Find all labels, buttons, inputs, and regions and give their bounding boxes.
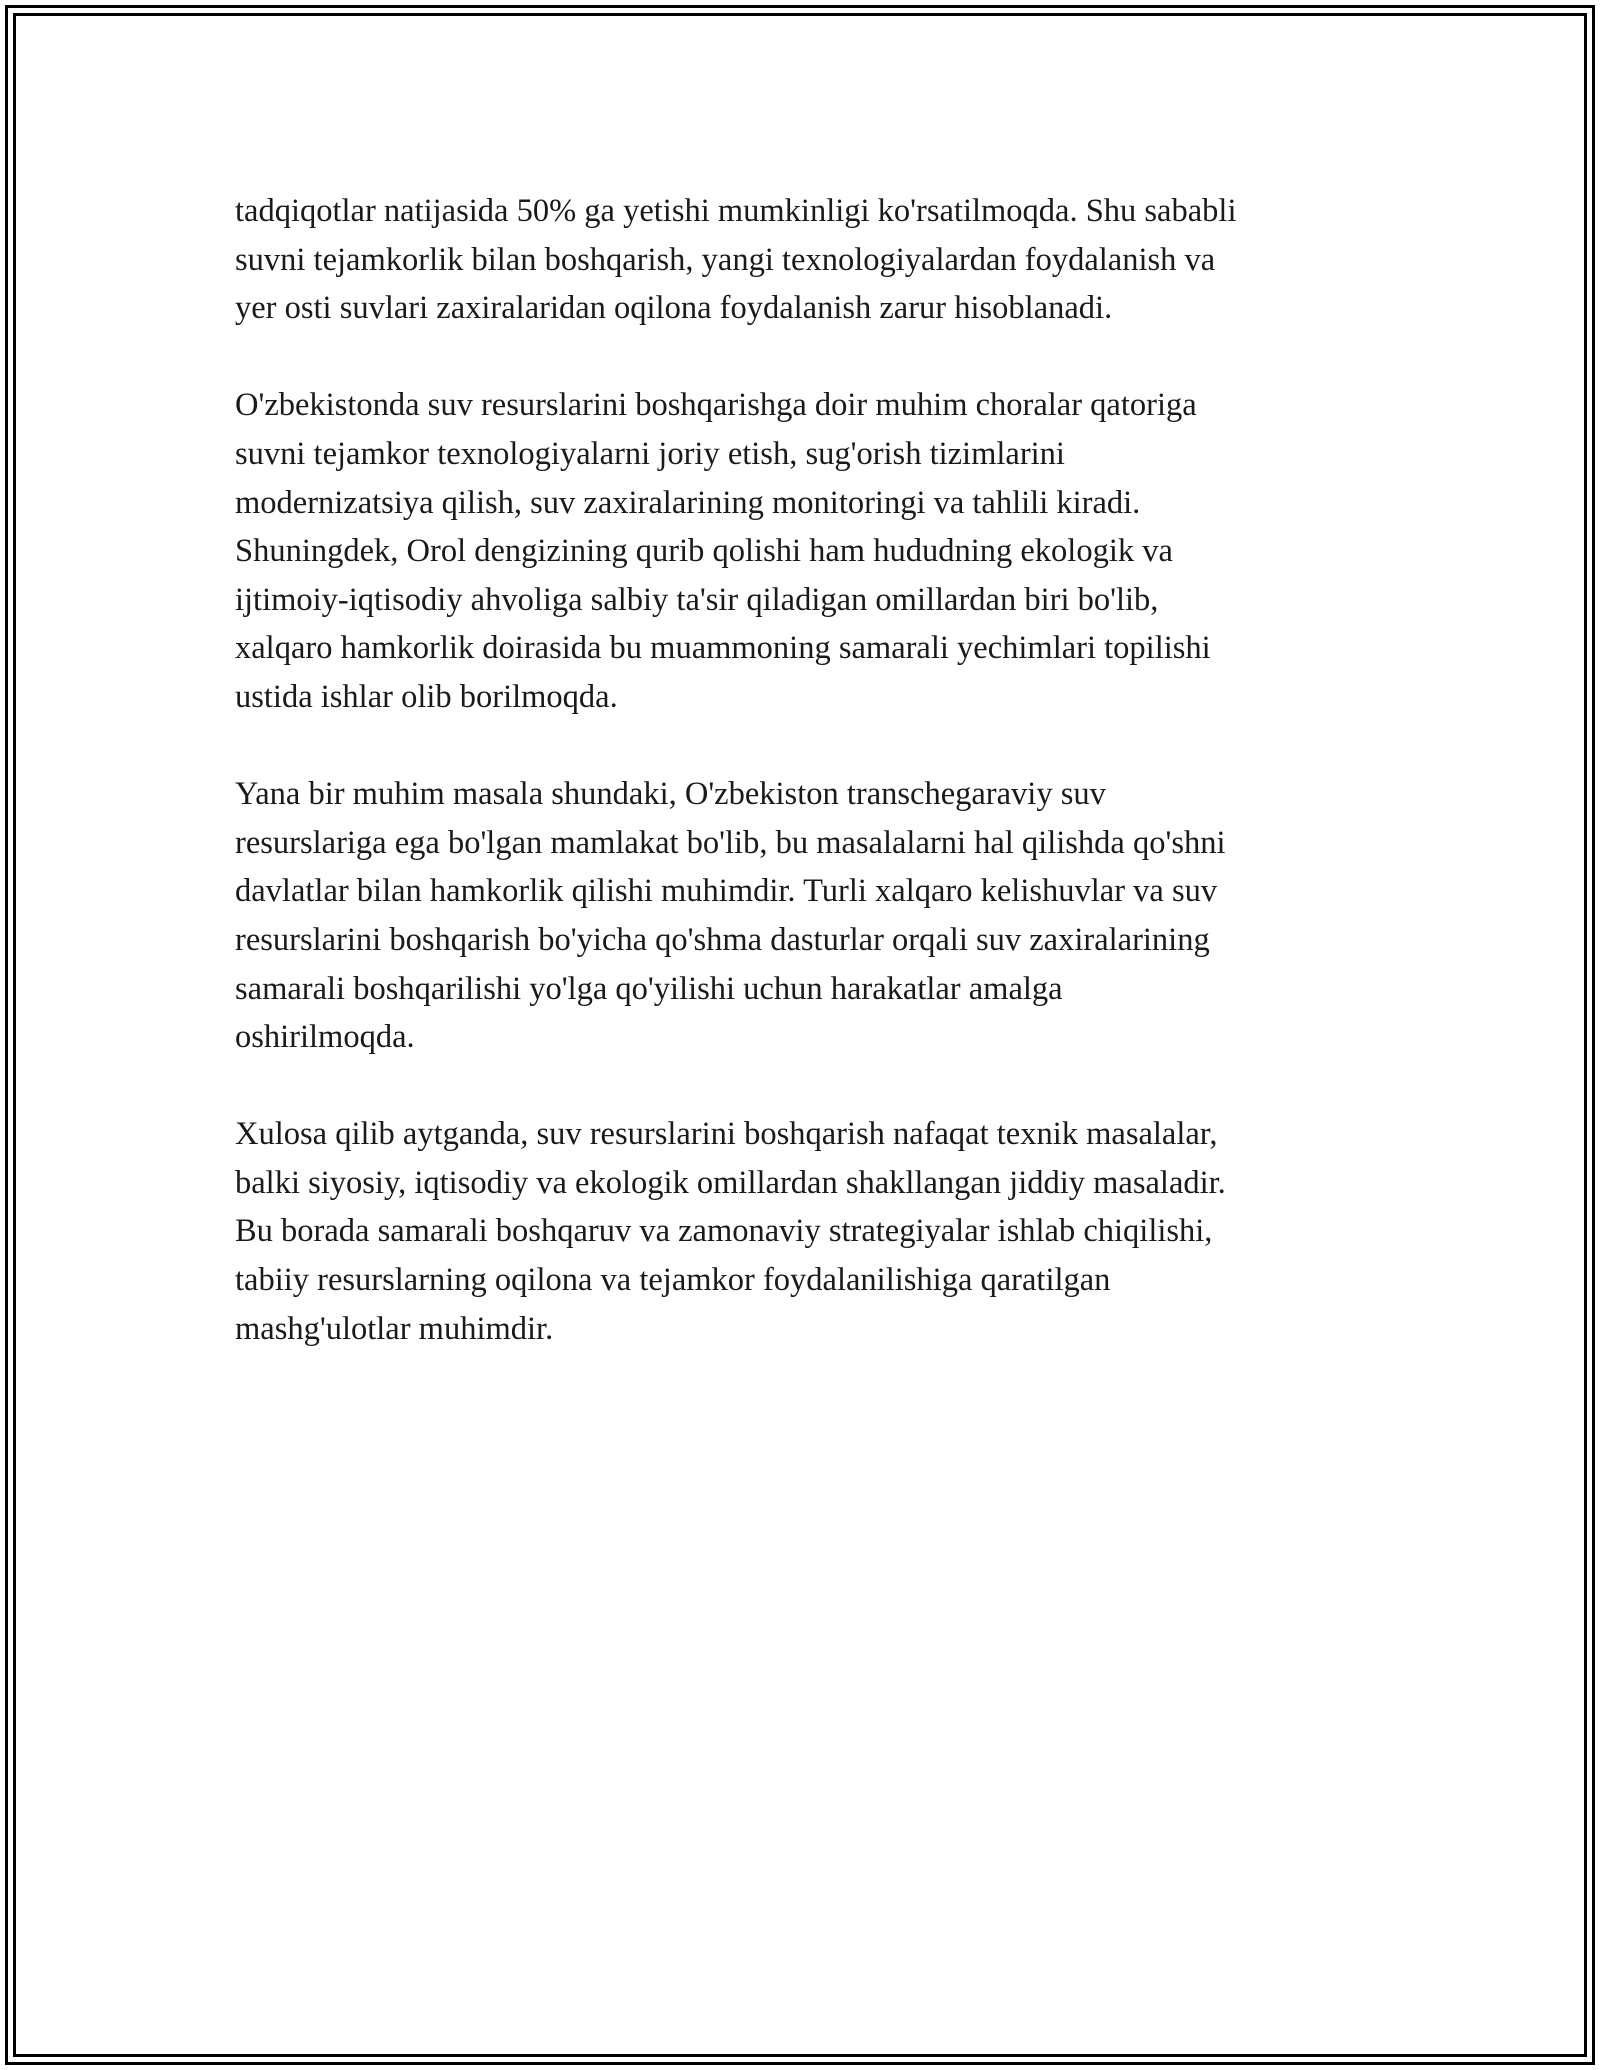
- text-line: yer osti suvlari zaxiralaridan oqilona foydalanish zarur hisoblanadi.: [235, 290, 1113, 327]
- text-line: Bu borada samarali boshqaruv va zamonaviy strategiyalar ishlab chiqilishi,: [235, 1213, 1213, 1250]
- text-line: mashg'ulotlar muhimdir.: [235, 1310, 554, 1347]
- text-line: oshirilmoqda.: [235, 1019, 415, 1056]
- text-line: resurslarini boshqarish bo'yicha qo'shma dasturlar orqali suv zaxiralarining: [235, 921, 1210, 958]
- text-line: Xulosa qilib aytganda, suv resurslarini boshqarish nafaqat texnik masalalar,: [235, 1116, 1218, 1153]
- paragraph-4: [235, 1110, 1385, 1353]
- document-body: [235, 187, 1385, 1402]
- paragraph-2: [235, 381, 1385, 721]
- text-line: modernizatsiya qilish, suv zaxiralarining monitoringi va tahlili kiradi.: [235, 484, 1141, 521]
- text-line: tabiiy resurslarning oqilona va tejamkor foydalanilishiga qaratilgan: [235, 1262, 1111, 1299]
- text-line: ijtimoiy-iqtisodiy ahvoliga salbiy ta'sir qiladigan omillardan biri bo'lib,: [235, 581, 1159, 618]
- text-line: ustida ishlar olib borilmoqda.: [235, 678, 618, 715]
- text-line: samarali boshqarilishi yo'lga qo'yilishi uchun harakatlar amalga: [235, 970, 1063, 1007]
- paragraph-3: [235, 770, 1385, 1062]
- text-line: O'zbekistonda suv resurslarini boshqarishga doir muhim choralar qatoriga: [235, 387, 1197, 424]
- text-line: resurslariga ega bo'lgan mamlakat bo'lib, bu masalalarni hal qilishda qo'shni: [235, 824, 1226, 861]
- text-line: balki siyosiy, iqtisodiy va ekologik omillardan shakllangan jiddiy masaladir.: [235, 1164, 1226, 1201]
- text-line: xalqaro hamkorlik doirasida bu muammoning samarali yechimlari topilishi: [235, 630, 1211, 667]
- paragraph-1: [235, 187, 1385, 333]
- text-line: suvni tejamkor texnologiyalarni joriy etish, sug'orish tizimlarini: [235, 435, 1065, 472]
- text-line: Shuningdek, Orol dengizining qurib qolishi ham hududning ekologik va: [235, 533, 1173, 570]
- text-line: suvni tejamkorlik bilan boshqarish, yangi texnologiyalardan foydalanish va: [235, 241, 1216, 278]
- text-line: tadqiqotlar natijasida 50% ga yetishi mumkinligi ko'rsatilmoqda. Shu sababli: [235, 193, 1237, 229]
- text-line: davlatlar bilan hamkorlik qilishi muhimdir. Turli xalqaro kelishuvlar va suv: [235, 873, 1218, 910]
- text-line: Yana bir muhim masala shundaki, O'zbekiston transchegaraviy suv: [235, 776, 1106, 813]
